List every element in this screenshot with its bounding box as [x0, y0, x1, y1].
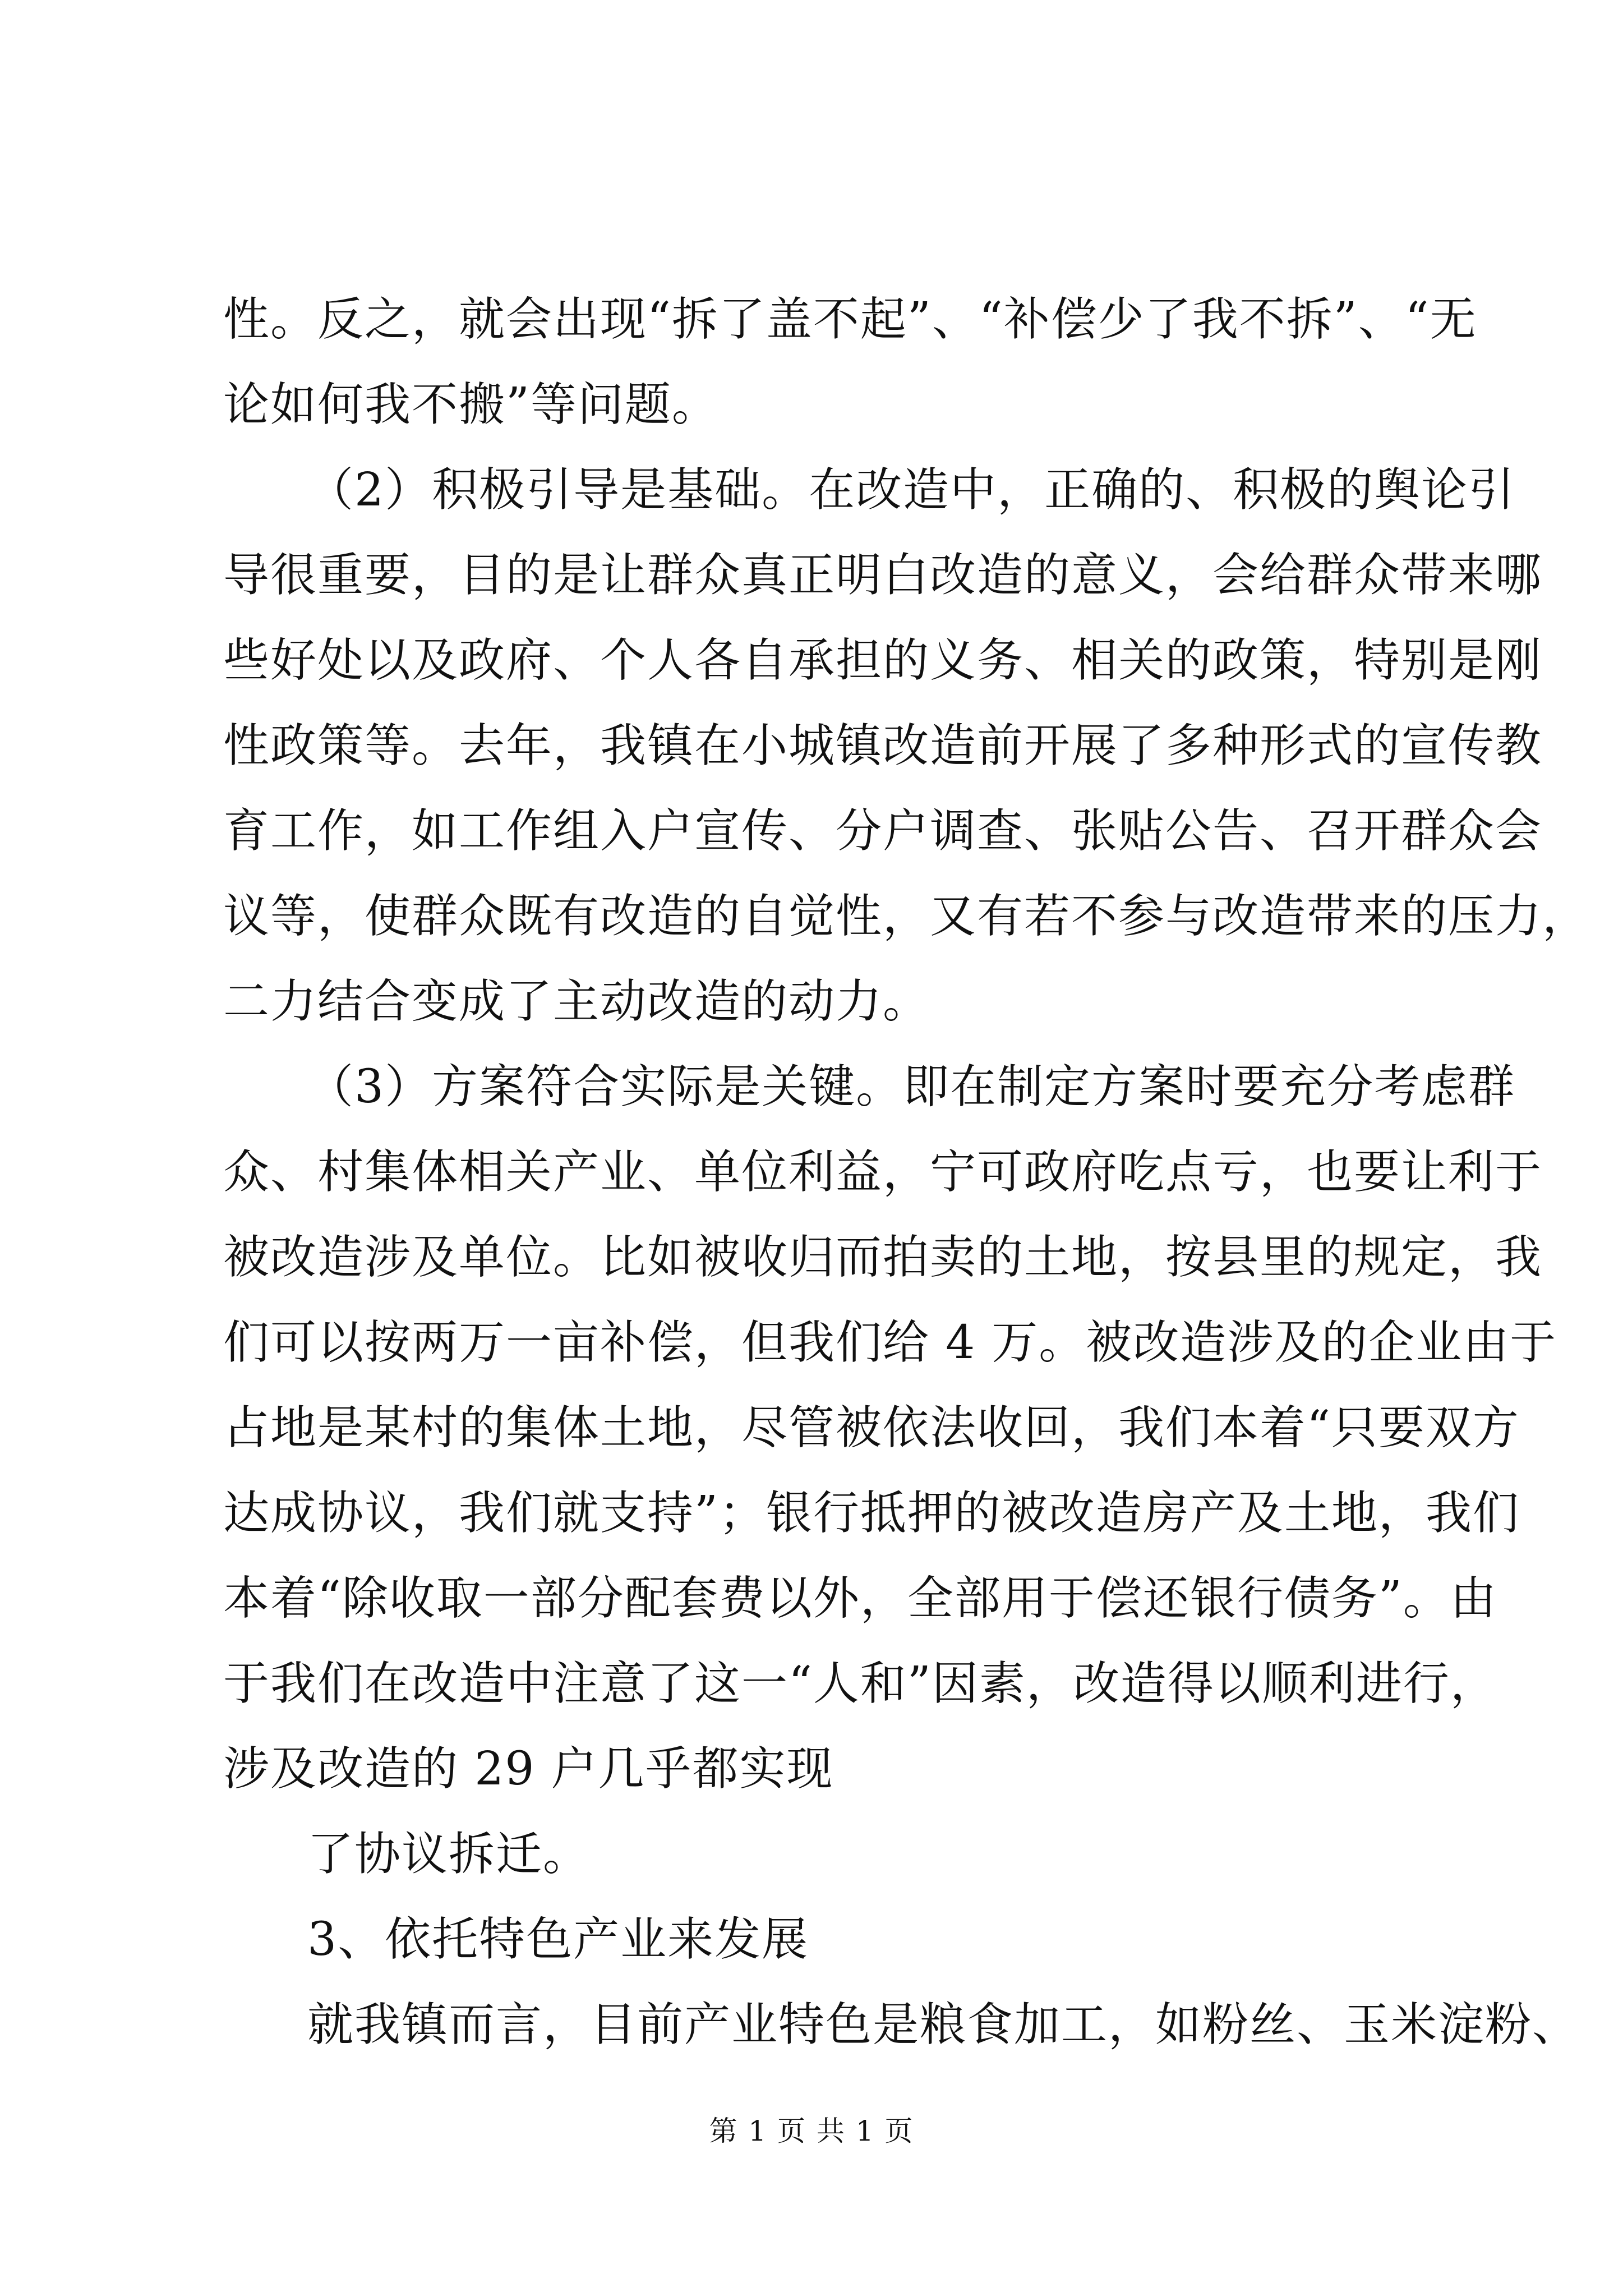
text-line: 些好处以及政府、个人各自承担的义务、相关的政策，特别是刚: [223, 634, 1543, 687]
text-line: 论如何我不搬”等问题。: [223, 378, 719, 431]
text-line: 们可以按两万一亩补偿，但我们给 4 万。被改造涉及的企业由于: [223, 1316, 1557, 1369]
text-line: 性政策等。去年，我镇在小城镇改造前开展了多种形式的宣传教: [223, 719, 1543, 772]
text-line: 于我们在改造中注意了这一“人和”因素，改造得以顺利进行，: [223, 1657, 1497, 1710]
text-line: 众、村集体相关产业、单位利益，宁可政府吃点亏，也要让利于: [223, 1145, 1543, 1199]
text-line: 议等，使群众既有改造的自觉性，又有若不参与改造带来的压力，: [223, 890, 1590, 943]
text-line: 达成协议，我们就支持”；银行抵押的被改造房产及土地，我们: [223, 1487, 1520, 1540]
text-line: （2）积极引导是基础。在改造中，正确的、积极的舆论引: [307, 463, 1516, 517]
text-line: 本着“除收取一部分配套费以外，全部用于偿还银行债务”。由: [223, 1572, 1497, 1625]
text-line: 育工作，如工作组入户宣传、分户调查、张贴公告、召开群众会: [223, 804, 1543, 858]
page-footer: 第 1 页 共 1 页: [709, 2115, 914, 2147]
text-line: 导很重要，目的是让群众真正明白改造的意义，会给群众带来哪: [223, 549, 1543, 602]
text-line: 3、依托特色产业来发展: [307, 1913, 809, 1966]
text-line: 占地是某村的集体土地，尽管被依法收回，我们本着“只要双方: [223, 1401, 1520, 1455]
text-line: （3）方案符合实际是关键。即在制定方案时要充分考虑群: [307, 1060, 1516, 1114]
text-line: 涉及改造的 29 户几乎都实现: [223, 1742, 834, 1796]
text-line: 被改造涉及单位。比如被收归而拍卖的土地，按县里的规定，我: [223, 1231, 1543, 1284]
text-line: 就我镇而言，目前产业特色是粮食加工，如粉丝、玉米淀粉、: [307, 1998, 1580, 2051]
text-line: 性。反之，就会出现“拆了盖不起”、“补偿少了我不拆”、“无: [223, 293, 1477, 346]
text-line: 二力结合变成了主动改造的动力。: [223, 975, 930, 1028]
text-line: 了协议拆迁。: [307, 1828, 591, 1881]
